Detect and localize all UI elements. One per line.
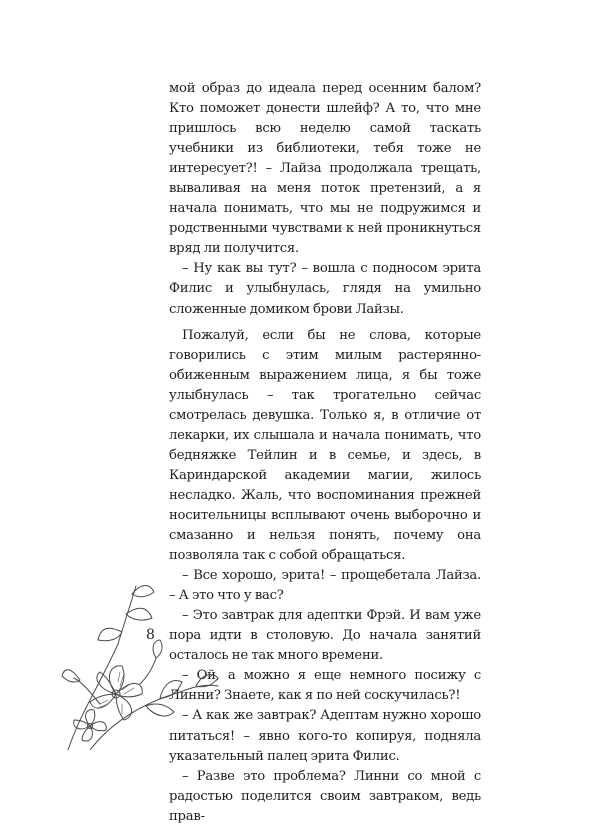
paragraph: – Это завтрак для адептки Фрэй. И вам уже пора идти в столовую. До начала занятий осталось не так много времени. bbox=[169, 608, 481, 664]
paragraph: мой образ до идеала перед осенним балом? Кто поможет донести шлейф? А то, что мне пришлось всю неделю самой таскать учебники из библиотеки, тебя тоже не интересует?! – Лайза продолжала трещать, вываливая на меня поток претензий, а я начала понимать, что мы не подружимся и родственными чувствами к ней проникнуться вряд ли получится. bbox=[169, 81, 481, 257]
paragraph: Пожалуй, если бы не слова, которые говорились с этим милым растерянно-обиженным выражением лица, я бы тоже улыбнулась – так трогательно сейчас смотрелась девушка. Только я, в отличие от лекарки, их слышала и начала понимать, что бедняжке Тейлин и в семье, и здесь, в Кариндарской академии магии, жилось несладко. Жаль, что воспоминания прежней носительницы всплывают очень выборочно и смазанно и нельзя понять, почему она позволяла так с собой обращаться. bbox=[169, 327, 481, 564]
paragraph: – Ой, а можно я еще немного посижу с Линни? Знаете, как я по ней соскучилась?! bbox=[169, 668, 481, 704]
paragraph: – А как же завтрак? Адептам нужно хорошо питаться! – явно кого-то копируя, подняла указательный палец эрита Филис. bbox=[169, 708, 481, 764]
paragraph: – Разве это проблема? Линни со мной с радостью поделится своим завтраком, ведь прав- bbox=[169, 768, 481, 824]
floral-ornament-icon bbox=[60, 574, 220, 750]
page-number: 8 bbox=[146, 627, 155, 643]
paragraph: – Все хорошо, эрита! – прощебетала Лайза. – А это что у вас? bbox=[169, 568, 481, 604]
paragraph: – Ну как вы тут? – вошла с подносом эрита Филис и улыбнулась, глядя на умильно сложенные домиком брови Лайзы. bbox=[169, 261, 481, 317]
